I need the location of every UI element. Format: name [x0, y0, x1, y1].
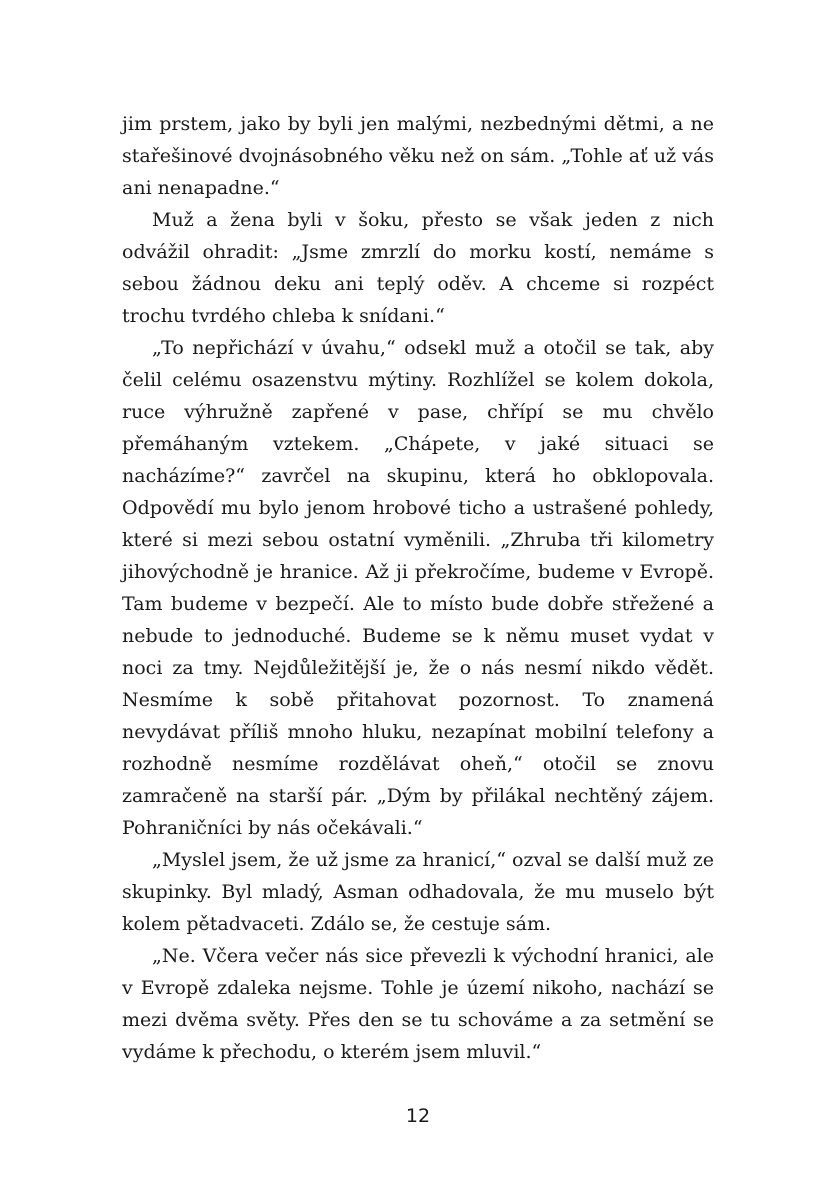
paragraph: „Myslel jsem, že už jsme za hranicí,“ ozval se další muž ze skupinky. Byl mladý, Asman odhadovala, že mu muselo být kolem pětadvaceti. Zdálo se, že cestuje sám. [122, 849, 714, 935]
page-number: 12 [405, 1105, 431, 1127]
paragraph: „To nepřichází v úvahu,“ odsekl muž a otočil se tak, aby čelil celému osazenstvu mýtiny. Rozhlížel se kolem dokola, ruce výhružně zapřené v pase, chřípí se mu chvělo přemáhaným vztekem. „Chápete, v jaké situaci se nacházíme?“ zavrčel na skupinu, která ho obklopovala. Odpovědí mu bylo jenom hrobové ticho a ustrašené pohledy, které si mezi sebou ostatní vyměnili. „Zhruba tři kilometry jihovýchodně je hranice. Až ji překročíme, budeme v Evropě. Tam budeme v bezpečí. Ale to místo bude dobře střežené a nebude to jednoduché. Budeme se k němu muset vydat v noci za tmy. Nejdůležitější je, že o nás nesmí nikdo vědět. Nesmíme k sobě přitahovat pozornost. To znamená nevydávat příliš mnoho hluku, nezapínat mobilní telefony a rozhodně nesmíme rozdělávat oheň,“ otočil se znovu zamračeně na starší pár. „Dým by přilákal nechtěný zájem. Pohraničníci by nás očekávali.“ [122, 337, 714, 839]
paragraph: jim prstem, jako by byli jen malými, nezbednými dětmi, a ne stařešinové dvojnásobného věku než on sám. „Tohle ať už vás ani nenapadne.“ [122, 113, 714, 199]
paragraph: Muž a žena byli v šoku, přesto se však jeden z nich odvážil ohradit: „Jsme zmrzlí do morku kostí, nemáme s sebou žádnou deku ani teplý oděv. A chceme si rozpéct trochu tvrdého chleba k snídani.“ [122, 209, 714, 327]
paragraph: „Ne. Včera večer nás sice převezli k východní hranici, ale v Evropě zdaleka nejsme. Tohle je území nikoho, nachází se mezi dvěma světy. Přes den se tu schováme a za setmění se vydáme k přechodu, o kterém jsem mluvil.“ [122, 945, 714, 1063]
body-text [122, 108, 714, 1068]
